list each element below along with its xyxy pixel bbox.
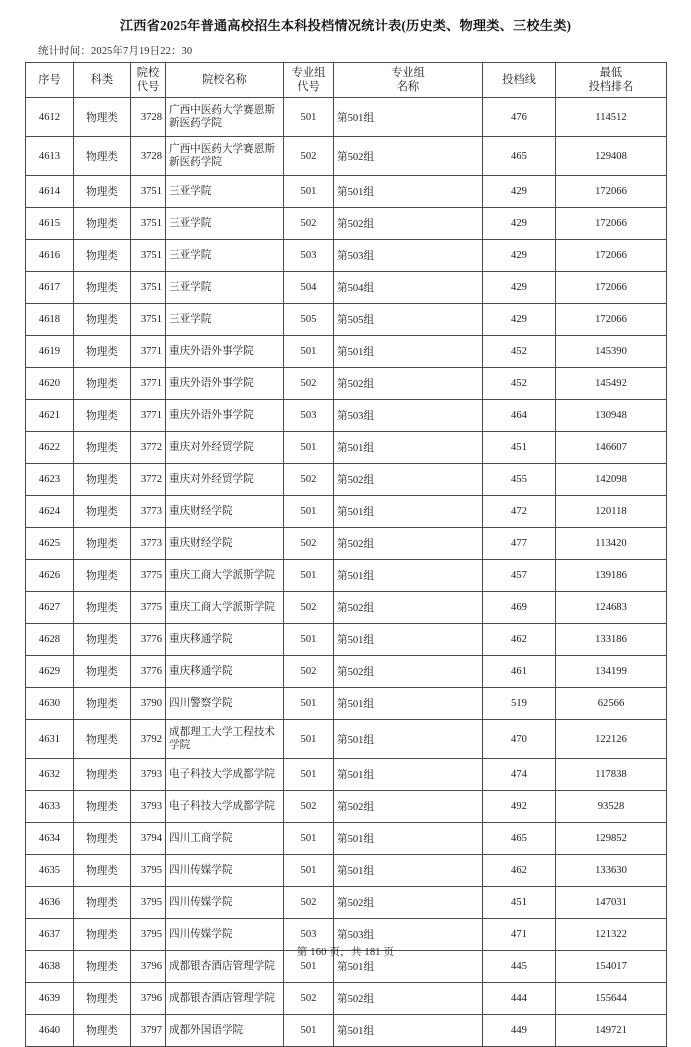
cell-group-name: 第503组 — [334, 240, 483, 272]
cell-school-name: 成都外国语学院 — [166, 1015, 284, 1047]
cell-sequence: 4626 — [26, 560, 74, 592]
cell-admission-line: 429 — [483, 272, 556, 304]
column-header-admission-line: 投档线 — [483, 63, 556, 98]
cell-school-name: 重庆移通学院 — [166, 656, 284, 688]
cell-category: 物理类 — [74, 919, 131, 951]
cell-school-name: 广西中医药大学赛恩斯新医药学院 — [166, 137, 284, 176]
cell-category: 物理类 — [74, 1015, 131, 1047]
cell-sequence: 4627 — [26, 592, 74, 624]
cell-group-name: 第501组 — [334, 98, 483, 137]
cell-school-code: 3751 — [131, 176, 166, 208]
cell-lowest-rank: 133630 — [556, 855, 667, 887]
cell-school-name: 四川传媒学院 — [166, 855, 284, 887]
cell-lowest-rank: 130948 — [556, 400, 667, 432]
cell-group-name: 第501组 — [334, 176, 483, 208]
group-code-label-line1: 专业组 — [291, 67, 326, 79]
cell-sequence: 4625 — [26, 528, 74, 560]
cell-admission-line: 452 — [483, 368, 556, 400]
cell-lowest-rank: 172066 — [556, 304, 667, 336]
cell-group-name: 第501组 — [334, 560, 483, 592]
group-name-label-line2: 名称 — [396, 81, 420, 93]
cell-school-code: 3795 — [131, 887, 166, 919]
cell-group-name: 第502组 — [334, 208, 483, 240]
cell-admission-line: 451 — [483, 887, 556, 919]
cell-admission-line: 457 — [483, 560, 556, 592]
cell-school-name: 成都理工大学工程技术学院 — [166, 720, 284, 759]
cell-group-code: 502 — [284, 208, 334, 240]
cell-category: 物理类 — [74, 496, 131, 528]
cell-group-code: 501 — [284, 823, 334, 855]
cell-category: 物理类 — [74, 400, 131, 432]
cell-lowest-rank: 117838 — [556, 759, 667, 791]
cell-group-code: 501 — [284, 496, 334, 528]
column-header-sequence: 序号 — [26, 63, 74, 98]
cell-school-name: 重庆财经学院 — [166, 528, 284, 560]
cell-lowest-rank: 122126 — [556, 720, 667, 759]
table-row — [26, 208, 667, 240]
admission-table — [25, 62, 667, 1047]
cell-school-code: 3751 — [131, 272, 166, 304]
cell-group-code: 502 — [284, 368, 334, 400]
cell-admission-line: 455 — [483, 464, 556, 496]
cell-category: 物理类 — [74, 272, 131, 304]
table-row — [26, 176, 667, 208]
table-row — [26, 887, 667, 919]
cell-admission-line: 465 — [483, 137, 556, 176]
cell-group-code: 501 — [284, 720, 334, 759]
cell-school-name: 重庆移通学院 — [166, 624, 284, 656]
cell-admission-line: 465 — [483, 823, 556, 855]
cell-school-name: 重庆外语外事学院 — [166, 336, 284, 368]
cell-school-code: 3794 — [131, 823, 166, 855]
cell-school-code: 3795 — [131, 855, 166, 887]
cell-school-name: 成都银杏酒店管理学院 — [166, 951, 284, 983]
cell-school-code: 3751 — [131, 208, 166, 240]
school-code-label-line2: 代号 — [136, 81, 160, 93]
cell-school-code: 3793 — [131, 791, 166, 823]
cell-school-code: 3792 — [131, 720, 166, 759]
cell-group-code: 502 — [284, 528, 334, 560]
cell-category: 物理类 — [74, 855, 131, 887]
table-row — [26, 624, 667, 656]
cell-sequence: 4640 — [26, 1015, 74, 1047]
cell-sequence: 4621 — [26, 400, 74, 432]
group-name-label-line1: 专业组 — [391, 67, 425, 79]
cell-group-name: 第502组 — [334, 887, 483, 919]
cell-admission-line: 429 — [483, 208, 556, 240]
cell-admission-line: 449 — [483, 1015, 556, 1047]
cell-school-code: 3751 — [131, 304, 166, 336]
cell-admission-line: 429 — [483, 240, 556, 272]
cell-school-name: 三亚学院 — [166, 240, 284, 272]
table-row — [26, 791, 667, 823]
cell-category: 物理类 — [74, 592, 131, 624]
cell-school-code: 3797 — [131, 1015, 166, 1047]
cell-sequence: 4635 — [26, 855, 74, 887]
cell-lowest-rank: 114512 — [556, 98, 667, 137]
cell-school-name: 四川警察学院 — [166, 688, 284, 720]
cell-sequence: 4630 — [26, 688, 74, 720]
cell-group-name: 第502组 — [334, 983, 483, 1015]
cell-sequence: 4631 — [26, 720, 74, 759]
table-row — [26, 98, 667, 137]
cell-category: 物理类 — [74, 823, 131, 855]
cell-category: 物理类 — [74, 304, 131, 336]
cell-school-code: 3772 — [131, 432, 166, 464]
cell-group-code: 504 — [284, 272, 334, 304]
cell-category: 物理类 — [74, 560, 131, 592]
cell-sequence: 4617 — [26, 272, 74, 304]
cell-school-code: 3775 — [131, 560, 166, 592]
cell-group-code: 502 — [284, 137, 334, 176]
cell-school-name: 电子科技大学成都学院 — [166, 759, 284, 791]
cell-category: 物理类 — [74, 137, 131, 176]
cell-group-code: 502 — [284, 887, 334, 919]
lowest-rank-label-line1: 最低 — [599, 67, 623, 79]
cell-admission-line: 471 — [483, 919, 556, 951]
cell-group-name: 第503组 — [334, 400, 483, 432]
cell-lowest-rank: 146607 — [556, 432, 667, 464]
cell-category: 物理类 — [74, 983, 131, 1015]
cell-admission-line: 474 — [483, 759, 556, 791]
cell-sequence: 4618 — [26, 304, 74, 336]
column-header-group-name — [334, 63, 483, 98]
table-row — [26, 272, 667, 304]
cell-group-name: 第504组 — [334, 272, 483, 304]
cell-school-code: 3796 — [131, 951, 166, 983]
cell-group-code: 503 — [284, 240, 334, 272]
cell-group-name: 第501组 — [334, 624, 483, 656]
cell-lowest-rank: 145390 — [556, 336, 667, 368]
cell-sequence: 4619 — [26, 336, 74, 368]
cell-group-name: 第503组 — [334, 919, 483, 951]
cell-group-name: 第501组 — [334, 496, 483, 528]
cell-school-code: 3728 — [131, 137, 166, 176]
cell-lowest-rank: 93528 — [556, 791, 667, 823]
cell-school-code: 3771 — [131, 336, 166, 368]
cell-lowest-rank: 155644 — [556, 983, 667, 1015]
cell-school-name: 重庆财经学院 — [166, 496, 284, 528]
cell-admission-line: 429 — [483, 304, 556, 336]
cell-category: 物理类 — [74, 688, 131, 720]
cell-group-name: 第501组 — [334, 759, 483, 791]
cell-group-name: 第502组 — [334, 528, 483, 560]
cell-lowest-rank: 172066 — [556, 176, 667, 208]
cell-group-name: 第501组 — [334, 855, 483, 887]
cell-school-name: 三亚学院 — [166, 304, 284, 336]
column-header-school-code — [131, 63, 166, 98]
cell-group-name: 第502组 — [334, 464, 483, 496]
cell-sequence: 4632 — [26, 759, 74, 791]
cell-lowest-rank: 147031 — [556, 887, 667, 919]
cell-group-code: 501 — [284, 98, 334, 137]
column-header-school-name: 院校名称 — [166, 63, 284, 98]
table-row — [26, 304, 667, 336]
cell-category: 物理类 — [74, 791, 131, 823]
column-header-category: 科类 — [74, 63, 131, 98]
cell-lowest-rank: 113420 — [556, 528, 667, 560]
cell-category: 物理类 — [74, 368, 131, 400]
cell-group-name: 第502组 — [334, 791, 483, 823]
cell-sequence: 4622 — [26, 432, 74, 464]
cell-category: 物理类 — [74, 464, 131, 496]
cell-school-name: 四川工商学院 — [166, 823, 284, 855]
cell-group-name: 第501组 — [334, 951, 483, 983]
cell-school-code: 3796 — [131, 983, 166, 1015]
cell-group-code: 502 — [284, 791, 334, 823]
cell-sequence: 4612 — [26, 98, 74, 137]
cell-group-code: 505 — [284, 304, 334, 336]
cell-school-name: 四川传媒学院 — [166, 887, 284, 919]
lowest-rank-label-line2: 投档排名 — [588, 81, 634, 93]
table-row — [26, 240, 667, 272]
cell-school-name: 重庆工商大学派斯学院 — [166, 560, 284, 592]
cell-admission-line: 462 — [483, 855, 556, 887]
table-row — [26, 336, 667, 368]
cell-admission-line: 472 — [483, 496, 556, 528]
cell-school-code: 3771 — [131, 400, 166, 432]
column-header-group-code — [284, 63, 334, 98]
table-row — [26, 759, 667, 791]
cell-sequence: 4638 — [26, 951, 74, 983]
cell-group-name: 第501组 — [334, 823, 483, 855]
cell-admission-line: 476 — [483, 98, 556, 137]
cell-group-name: 第505组 — [334, 304, 483, 336]
cell-school-name: 三亚学院 — [166, 272, 284, 304]
cell-admission-line: 492 — [483, 791, 556, 823]
cell-school-name: 电子科技大学成都学院 — [166, 791, 284, 823]
cell-school-code: 3773 — [131, 496, 166, 528]
cell-category: 物理类 — [74, 887, 131, 919]
cell-sequence: 4636 — [26, 887, 74, 919]
cell-school-name: 三亚学院 — [166, 176, 284, 208]
cell-category: 物理类 — [74, 720, 131, 759]
cell-group-name: 第501组 — [334, 688, 483, 720]
table-row — [26, 823, 667, 855]
table-row — [26, 496, 667, 528]
cell-group-code: 501 — [284, 176, 334, 208]
cell-group-name: 第501组 — [334, 720, 483, 759]
cell-school-name: 重庆外语外事学院 — [166, 368, 284, 400]
page-title: 江西省2025年普通高校招生本科投档情况统计表(历史类、物理类、三校生类) — [119, 18, 572, 33]
cell-admission-line: 469 — [483, 592, 556, 624]
table-row — [26, 432, 667, 464]
cell-admission-line: 444 — [483, 983, 556, 1015]
table-body — [26, 98, 667, 1047]
cell-school-name: 三亚学院 — [166, 208, 284, 240]
cell-school-name: 四川传媒学院 — [166, 919, 284, 951]
cell-school-code: 3728 — [131, 98, 166, 137]
cell-admission-line: 470 — [483, 720, 556, 759]
cell-school-code: 3773 — [131, 528, 166, 560]
cell-school-name: 重庆对外经贸学院 — [166, 464, 284, 496]
table-row — [26, 400, 667, 432]
cell-lowest-rank: 129852 — [556, 823, 667, 855]
cell-group-code: 501 — [284, 624, 334, 656]
cell-school-code: 3751 — [131, 240, 166, 272]
cell-admission-line: 429 — [483, 176, 556, 208]
cell-school-name: 重庆外语外事学院 — [166, 400, 284, 432]
cell-school-code: 3795 — [131, 919, 166, 951]
cell-sequence: 4634 — [26, 823, 74, 855]
cell-group-code: 501 — [284, 1015, 334, 1047]
page-footer: 第 160 页，共 181 页 — [296, 947, 395, 958]
cell-sequence: 4616 — [26, 240, 74, 272]
cell-lowest-rank: 142098 — [556, 464, 667, 496]
cell-sequence: 4613 — [26, 137, 74, 176]
table-row — [26, 528, 667, 560]
cell-group-name: 第502组 — [334, 137, 483, 176]
cell-group-code: 501 — [284, 688, 334, 720]
cell-category: 物理类 — [74, 176, 131, 208]
cell-category: 物理类 — [74, 951, 131, 983]
cell-school-code: 3790 — [131, 688, 166, 720]
cell-admission-line: 464 — [483, 400, 556, 432]
cell-lowest-rank: 124683 — [556, 592, 667, 624]
table-row — [26, 592, 667, 624]
cell-category: 物理类 — [74, 98, 131, 137]
cell-admission-line: 519 — [483, 688, 556, 720]
table-row — [26, 688, 667, 720]
cell-category: 物理类 — [74, 759, 131, 791]
cell-group-code: 501 — [284, 432, 334, 464]
cell-sequence: 4637 — [26, 919, 74, 951]
statistics-time: 统计时间：2025年7月19日22：30 — [38, 46, 193, 57]
cell-group-code: 501 — [284, 759, 334, 791]
cell-school-code: 3776 — [131, 624, 166, 656]
cell-group-code: 503 — [284, 919, 334, 951]
table-row — [26, 368, 667, 400]
cell-group-name: 第502组 — [334, 656, 483, 688]
cell-group-code: 501 — [284, 336, 334, 368]
cell-group-name: 第502组 — [334, 592, 483, 624]
cell-admission-line: 452 — [483, 336, 556, 368]
cell-lowest-rank: 62566 — [556, 688, 667, 720]
table-row — [26, 464, 667, 496]
cell-admission-line: 477 — [483, 528, 556, 560]
cell-sequence: 4615 — [26, 208, 74, 240]
cell-lowest-rank: 120118 — [556, 496, 667, 528]
cell-category: 物理类 — [74, 208, 131, 240]
cell-admission-line: 451 — [483, 432, 556, 464]
school-code-label-line1: 院校 — [136, 67, 160, 79]
cell-school-code: 3776 — [131, 656, 166, 688]
cell-lowest-rank: 172066 — [556, 208, 667, 240]
cell-lowest-rank: 121322 — [556, 919, 667, 951]
cell-lowest-rank: 139186 — [556, 560, 667, 592]
cell-school-code: 3793 — [131, 759, 166, 791]
cell-group-code: 502 — [284, 983, 334, 1015]
cell-category: 物理类 — [74, 528, 131, 560]
cell-school-name: 广西中医药大学赛恩斯新医药学院 — [166, 98, 284, 137]
cell-category: 物理类 — [74, 240, 131, 272]
cell-group-code: 503 — [284, 400, 334, 432]
cell-admission-line: 461 — [483, 656, 556, 688]
column-header-lowest-rank — [556, 63, 667, 98]
cell-group-name: 第502组 — [334, 368, 483, 400]
cell-lowest-rank: 134199 — [556, 656, 667, 688]
table-row — [26, 983, 667, 1015]
table-row — [26, 720, 667, 759]
cell-sequence: 4633 — [26, 791, 74, 823]
cell-school-code: 3771 — [131, 368, 166, 400]
cell-lowest-rank: 133186 — [556, 624, 667, 656]
cell-admission-line: 445 — [483, 951, 556, 983]
cell-sequence: 4623 — [26, 464, 74, 496]
cell-sequence: 4629 — [26, 656, 74, 688]
cell-lowest-rank: 129408 — [556, 137, 667, 176]
table-header-row — [26, 63, 667, 98]
cell-group-code: 501 — [284, 855, 334, 887]
cell-lowest-rank: 172066 — [556, 240, 667, 272]
table-row — [26, 560, 667, 592]
cell-category: 物理类 — [74, 432, 131, 464]
cell-group-name: 第501组 — [334, 432, 483, 464]
cell-school-code: 3772 — [131, 464, 166, 496]
cell-lowest-rank: 172066 — [556, 272, 667, 304]
cell-group-code: 502 — [284, 592, 334, 624]
cell-admission-line: 462 — [483, 624, 556, 656]
table-row — [26, 656, 667, 688]
cell-category: 物理类 — [74, 656, 131, 688]
cell-lowest-rank: 154017 — [556, 951, 667, 983]
cell-sequence: 4624 — [26, 496, 74, 528]
cell-school-name: 重庆工商大学派斯学院 — [166, 592, 284, 624]
table-row — [26, 855, 667, 887]
cell-category: 物理类 — [74, 624, 131, 656]
cell-lowest-rank: 145492 — [556, 368, 667, 400]
cell-group-code: 502 — [284, 464, 334, 496]
table-row — [26, 137, 667, 176]
cell-sequence: 4620 — [26, 368, 74, 400]
cell-lowest-rank: 149721 — [556, 1015, 667, 1047]
table-row — [26, 1015, 667, 1047]
group-code-label-line2: 代号 — [297, 81, 320, 93]
cell-group-code: 501 — [284, 951, 334, 983]
cell-sequence: 4628 — [26, 624, 74, 656]
cell-school-name: 成都银杏酒店管理学院 — [166, 983, 284, 1015]
cell-group-name: 第501组 — [334, 336, 483, 368]
cell-category: 物理类 — [74, 336, 131, 368]
cell-school-code: 3775 — [131, 592, 166, 624]
cell-group-code: 501 — [284, 560, 334, 592]
cell-sequence: 4614 — [26, 176, 74, 208]
cell-school-name: 重庆对外经贸学院 — [166, 432, 284, 464]
cell-group-name: 第501组 — [334, 1015, 483, 1047]
cell-sequence: 4639 — [26, 983, 74, 1015]
cell-group-code: 502 — [284, 656, 334, 688]
